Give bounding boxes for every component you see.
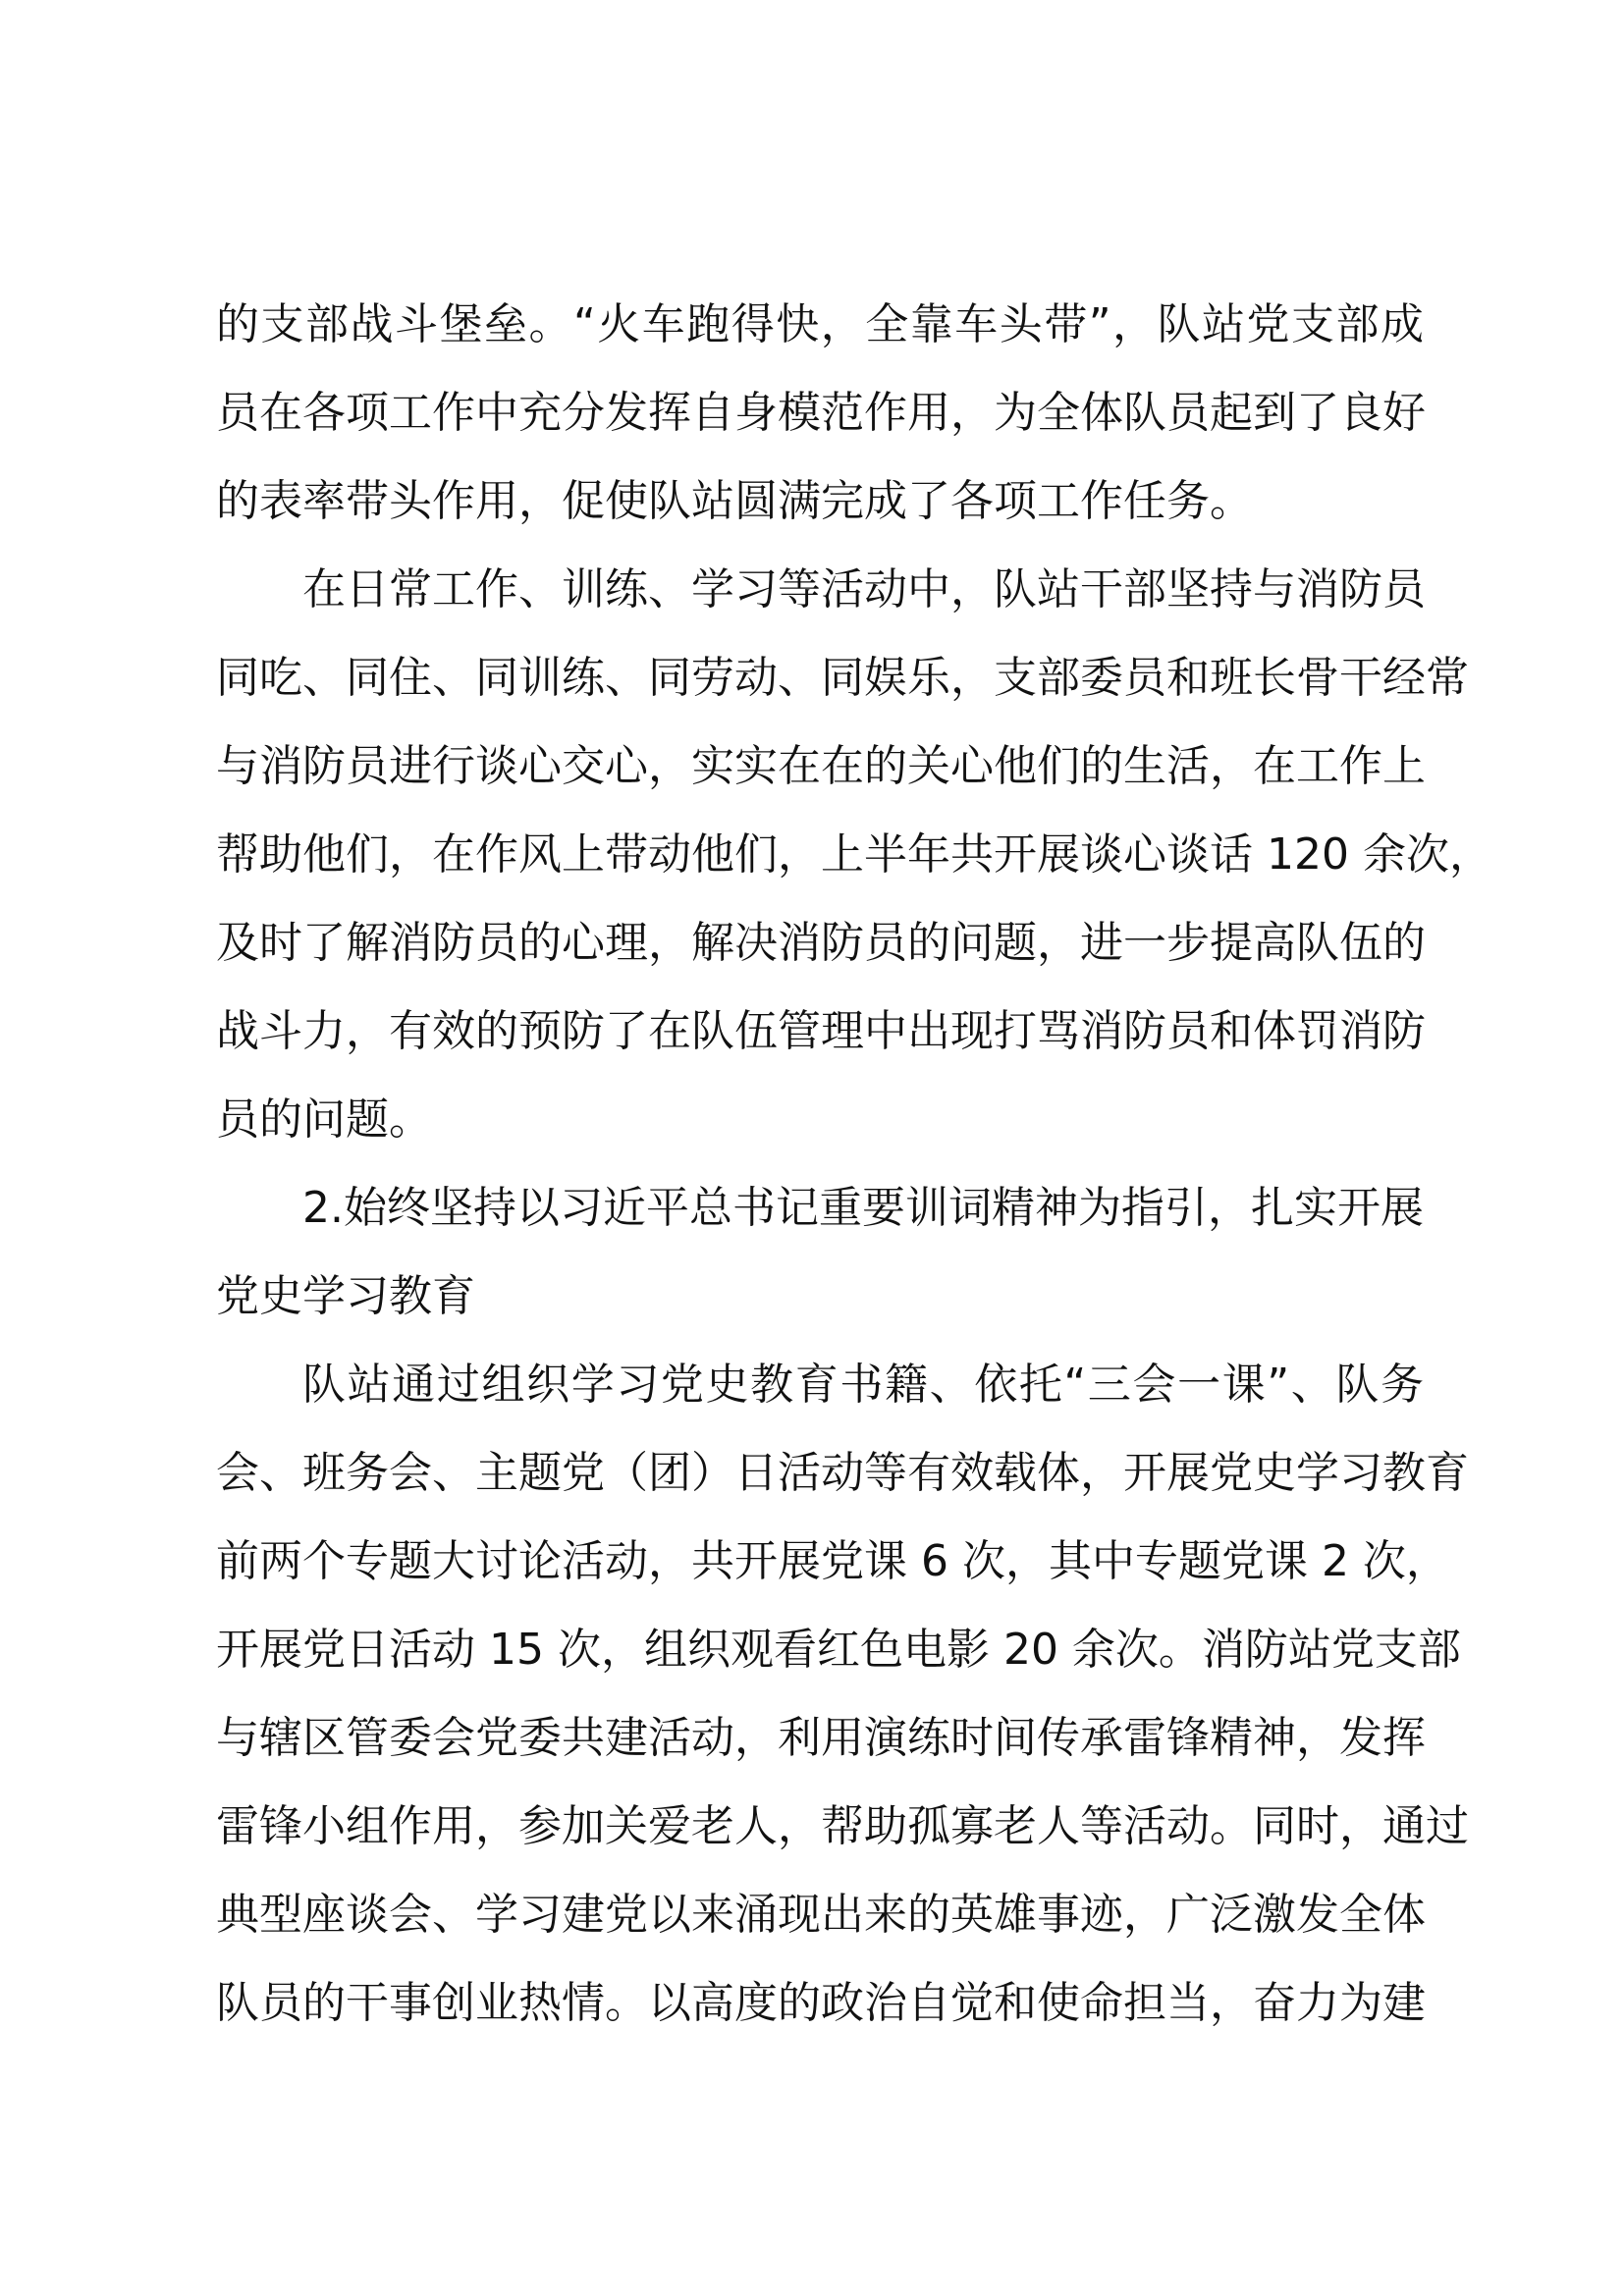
text-line: 同吃、同住、同训练、同劳动、同娱乐，支部委员和班长骨干经常 (216, 653, 1469, 703)
text-line: 开展党日活动 15 次，组织观看红色电影 20 余次。消防站党支部 (216, 1625, 1461, 1675)
text-line: 会、班务会、主题党（团）日活动等有效载体，开展党史学习教育 (216, 1448, 1469, 1498)
text-line: 的表率带头作用，促使队站圆满完成了各项工作任务。 (216, 476, 1253, 526)
text-line: 队员的干事创业热情。以高度的政治自觉和使命担当，奋力为建 (216, 1978, 1426, 2028)
text-line: 雷锋小组作用，参加关爱老人，帮助孤寡老人等活动。同时，通过 (216, 1801, 1469, 1851)
text-line: 及时了解消防员的心理，解决消防员的问题，进一步提高队伍的 (216, 918, 1426, 968)
text-line: 员的问题。 (216, 1095, 432, 1145)
text-line: 队站通过组织学习党史教育书籍、依托“三会一课”、队务 (302, 1360, 1424, 1410)
text-line: 的支部战斗堡垒。“火车跑得快，全靠车头带”，队站党支部成 (216, 299, 1424, 349)
section-heading-line: 党史学习教育 (216, 1271, 475, 1321)
text-line: 与消防员进行谈心交心，实实在在的关心他们的生活，在工作上 (216, 741, 1426, 791)
section-heading-line: 2.始终坚持以习近平总书记重要训词精神为指引，扎实开展 (302, 1183, 1424, 1233)
text-line: 战斗力，有效的预防了在队伍管理中出现打骂消防员和体罚消防 (216, 1006, 1426, 1056)
text-line: 在日常工作、训练、学习等活动中，队站干部坚持与消防员 (302, 564, 1426, 614)
text-line: 与辖区管委会党委共建活动，利用演练时间传承雷锋精神，发挥 (216, 1713, 1426, 1763)
text-line: 员在各项工作中充分发挥自身模范作用，为全体队员起到了良好 (216, 388, 1426, 438)
text-line: 典型座谈会、学习建党以来涌现出来的英雄事迹，广泛激发全体 (216, 1890, 1426, 1940)
text-line: 帮助他们，在作风上带动他们，上半年共开展谈心谈话 120 余次， (216, 829, 1492, 880)
body-text (216, 281, 1492, 2048)
text-line: 前两个专题大讨论活动，共开展党课 6 次，其中专题党课 2 次， (216, 1536, 1449, 1586)
